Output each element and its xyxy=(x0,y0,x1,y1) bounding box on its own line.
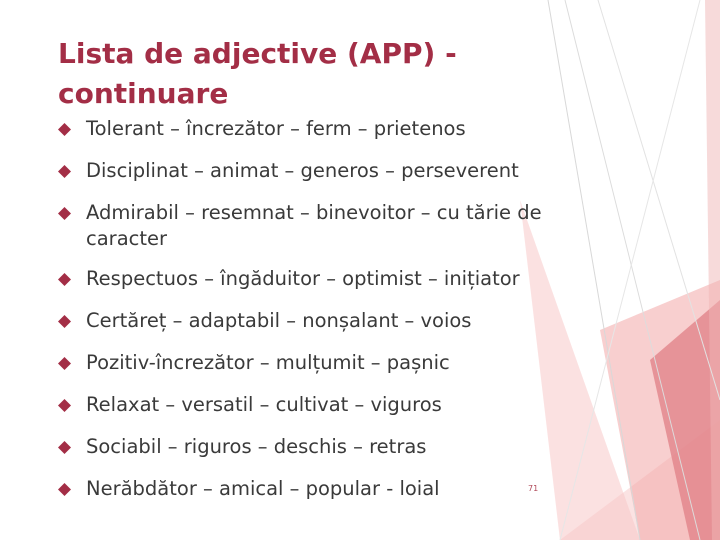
diamond-bullet-icon xyxy=(58,357,71,370)
list-item xyxy=(56,350,616,376)
list-item-text: Respectuos – îngăduitor – optimist – inițiator xyxy=(86,267,520,290)
list-item xyxy=(56,434,616,460)
list-item-text: Tolerant – încrezător – ferm – prietenos xyxy=(86,117,466,140)
list-item xyxy=(56,266,616,292)
diamond-bullet-icon xyxy=(58,483,71,496)
diamond-bullet-icon xyxy=(58,273,71,286)
list-item xyxy=(56,200,616,252)
diamond-bullet-icon xyxy=(58,399,71,412)
list-item-text: Pozitiv-încrezător – mulțumit – pașnic xyxy=(86,351,450,374)
list-item xyxy=(56,392,616,418)
list-item-text: Nerăbdător – amical – popular - loial xyxy=(86,477,440,500)
list-item-text: Admirabil – resemnat – binevoitor – cu tărie de caracter xyxy=(86,201,542,250)
list-item-text: Relaxat – versatil – cultivat – viguros xyxy=(86,393,442,416)
list-item-text: Disciplinat – animat – generos – perseverent xyxy=(86,159,519,182)
diamond-bullet-icon xyxy=(58,441,71,454)
page-number: 71 xyxy=(528,484,539,493)
diamond-bullet-icon xyxy=(58,315,71,328)
list-item xyxy=(56,308,616,334)
list-item xyxy=(56,116,616,142)
slide-title: Lista de adjective (APP) - continuare xyxy=(58,37,457,110)
diamond-bullet-icon xyxy=(58,165,71,178)
list-item-text: Certăreț – adaptabil – nonșalant – voios xyxy=(86,309,472,332)
diamond-bullet-icon xyxy=(58,207,71,220)
adjective-list xyxy=(56,116,616,518)
diamond-bullet-icon xyxy=(58,123,71,136)
list-item xyxy=(56,158,616,184)
list-item-text: Sociabil – riguros – deschis – retras xyxy=(86,435,427,458)
